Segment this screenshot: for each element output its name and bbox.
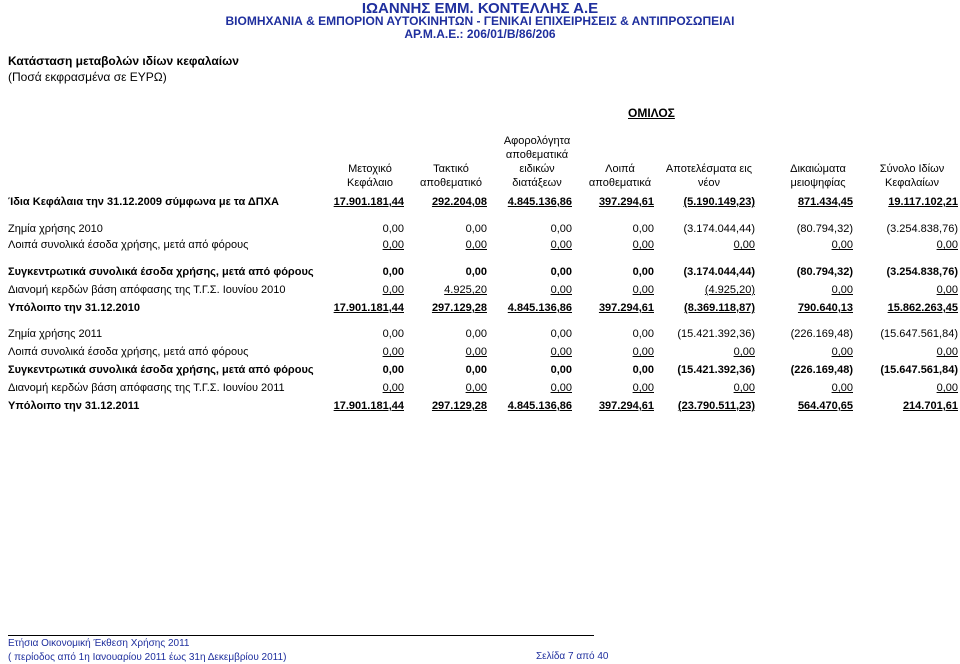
group-label: ΟΜΙΛΟΣ — [628, 106, 675, 120]
table-cell: 0,00 — [382, 266, 404, 278]
table-cell: 0,00 — [465, 364, 487, 376]
table-row — [0, 266, 960, 282]
table-cell: 0,00 — [465, 223, 487, 235]
table-row — [0, 364, 960, 380]
table-cell: 17.901.181,44 — [333, 302, 404, 314]
page-number: Σελίδα 7 από 40 — [536, 651, 609, 662]
row-label: Ίδια Κεφάλαια την 31.12.2009 σύμφωνα με τα ΔΠΧΑ — [8, 196, 279, 208]
table-cell: 0,00 — [936, 239, 958, 251]
table-row — [0, 400, 960, 416]
table-row — [0, 223, 960, 239]
row-label: Διανομή κερδών βάση απόφασης της Τ.Γ.Σ. Ιουνίου 2011 — [8, 382, 285, 394]
table-cell: (23.790.511,23) — [677, 400, 755, 412]
table-cell: 0,00 — [733, 382, 755, 394]
table-cell: 397.294,61 — [598, 196, 654, 208]
table-cell: (3.174.044,44) — [683, 223, 755, 235]
table-cell: 0,00 — [465, 266, 487, 278]
column-header — [504, 134, 570, 190]
table-cell: 0,00 — [831, 239, 853, 251]
table-cell: 19.117.102,21 — [888, 196, 958, 208]
row-label: Λοιπά συνολικά έσοδα χρήσης, μετά από φόρους — [8, 239, 249, 251]
table-cell: 0,00 — [550, 364, 572, 376]
table-cell: 0,00 — [632, 382, 654, 394]
table-cell: 4.845.136,86 — [507, 196, 572, 208]
table-cell: 0,00 — [831, 346, 853, 358]
table-cell: 15.862.263,45 — [887, 302, 958, 314]
row-label: Συγκεντρωτικά συνολικά έσοδα χρήσης, μετά από φόρους — [8, 266, 314, 278]
column-header-line: ειδικών — [519, 163, 555, 175]
row-label: Συγκεντρωτικά συνολικά έσοδα χρήσης, μετά από φόρους — [8, 364, 314, 376]
table-row — [0, 346, 960, 362]
column-header — [790, 162, 846, 190]
column-header-line: Αφορολόγητα — [503, 135, 571, 147]
table-cell: (3.254.838,76) — [886, 223, 958, 235]
table-cell: 0,00 — [465, 346, 487, 358]
table-cell: 0,00 — [632, 364, 654, 376]
table-cell: (4.925,20) — [704, 284, 755, 296]
table-cell: 4.845.136,86 — [507, 302, 572, 314]
table-cell: 297.129,28 — [431, 302, 487, 314]
table-row — [0, 302, 960, 318]
table-cell: (226.169,48) — [790, 364, 853, 376]
column-header-line: Μετοχικό — [348, 163, 392, 175]
column-header — [880, 162, 944, 190]
table-cell: 0,00 — [632, 328, 654, 340]
table-cell: 0,00 — [550, 284, 572, 296]
table-cell: 397.294,61 — [598, 400, 654, 412]
column-header-line: Κεφαλαίων — [885, 177, 939, 189]
row-label: Διανομή κερδών βάση απόφασης της Τ.Γ.Σ. Ιουνίου 2010 — [8, 284, 286, 296]
table-cell: 0,00 — [632, 239, 654, 251]
table-cell: (15.647.561,84) — [880, 328, 958, 340]
company-activity: ΒΙΟΜΗΧΑΝΙΑ & ΕΜΠΟΡΙΟΝ ΑΥΤΟΚΙΝΗΤΩΝ - ΓΕΝΙΚΑΙ ΕΠΙΧΕΙΡΗΣΕΙΣ & ΑΝΤΙΠΡΟΣΩΠΕΙΑΙ — [225, 14, 735, 28]
table-cell: (80.794,32) — [796, 266, 853, 278]
table-cell: 0,00 — [465, 328, 487, 340]
table-cell: 0,00 — [733, 346, 755, 358]
column-header-line: μειοψηφίας — [790, 177, 846, 189]
table-cell: 0,00 — [550, 266, 572, 278]
column-header-line: Δικαιώματα — [790, 163, 846, 175]
table-cell: 0,00 — [382, 346, 404, 358]
footer-period: ( περίοδος από 1η Ιανουαρίου 2011 έως 31η Δεκεμβρίου 2011) — [8, 652, 287, 663]
table-row — [0, 284, 960, 300]
statement-title: Κατάσταση μεταβολών ιδίων κεφαλαίων — [8, 54, 239, 68]
table-cell: (15.421.392,36) — [677, 364, 755, 376]
table-row — [0, 239, 960, 255]
column-header-line: αποθεματικό — [420, 177, 482, 189]
row-label: Ζημία χρήσης 2010 — [8, 223, 103, 235]
table-cell: 0,00 — [632, 266, 654, 278]
table-cell: 0,00 — [465, 382, 487, 394]
table-cell: 292.204,08 — [431, 196, 487, 208]
table-cell: 214.701,61 — [902, 400, 958, 412]
table-cell: (80.794,32) — [796, 223, 853, 235]
table-cell: 0,00 — [550, 382, 572, 394]
table-cell: 0,00 — [382, 328, 404, 340]
footer-report-title: Ετήσια Οικονομική Έκθεση Χρήσης 2011 — [8, 638, 190, 649]
table-cell: 0,00 — [382, 284, 404, 296]
footer-divider — [8, 635, 594, 636]
table-cell: 0,00 — [382, 223, 404, 235]
table-row — [0, 382, 960, 398]
column-header-line: Αποτελέσματα εις — [665, 163, 753, 175]
table-cell: 0,00 — [550, 328, 572, 340]
table-cell: (3.174.044,44) — [683, 266, 755, 278]
table-cell: 0,00 — [550, 223, 572, 235]
column-header — [589, 162, 651, 190]
column-header — [347, 162, 393, 190]
table-cell: 0,00 — [465, 239, 487, 251]
table-cell: 0,00 — [936, 346, 958, 358]
table-cell: 4.925,20 — [444, 284, 487, 296]
column-header — [666, 162, 752, 190]
table-cell: 790.640,13 — [797, 302, 853, 314]
row-label: Λοιπά συνολικά έσοδα χρήσης, μετά από φόρους — [8, 346, 249, 358]
table-cell: 0,00 — [632, 223, 654, 235]
row-label: Ζημία χρήσης 2011 — [8, 328, 103, 340]
table-cell: (5.190.149,23) — [683, 196, 755, 208]
column-header-line: νέον — [697, 177, 721, 189]
table-cell: 0,00 — [831, 284, 853, 296]
column-header-line: Τακτικό — [433, 163, 469, 175]
table-cell: 397.294,61 — [598, 302, 654, 314]
table-cell: 0,00 — [831, 382, 853, 394]
company-registration: ΑΡ.Μ.Α.Ε.: 206/01/Β/86/206 — [404, 27, 556, 41]
column-header-line: αποθεματικά — [588, 177, 652, 189]
table-cell: 0,00 — [382, 364, 404, 376]
table-cell: 297.129,28 — [431, 400, 487, 412]
table-cell: 17.901.181,44 — [333, 400, 404, 412]
table-cell: 0,00 — [550, 346, 572, 358]
table-cell: 564.470,65 — [797, 400, 853, 412]
table-cell: 0,00 — [936, 382, 958, 394]
table-cell: (226.169,48) — [790, 328, 853, 340]
table-cell: 0,00 — [382, 239, 404, 251]
table-cell: 0,00 — [632, 346, 654, 358]
column-header-line: Σύνολο Ιδίων — [879, 163, 945, 175]
table-row — [0, 328, 960, 344]
table-cell: (15.647.561,84) — [880, 364, 958, 376]
company-name: ΙΩΑΝΝΗΣ ΕΜΜ. ΚΟΝΤΕΛΛΗΣ Α.Ε — [361, 0, 599, 17]
column-header-line: αποθεματικά — [505, 149, 569, 161]
table-cell: 4.845.136,86 — [507, 400, 572, 412]
table-cell: (8.369.118,87) — [684, 302, 755, 314]
table-row — [0, 196, 960, 212]
column-header-line: Λοιπά — [605, 163, 635, 175]
row-label: Υπόλοιπο την 31.12.2010 — [8, 302, 140, 314]
table-cell: 0,00 — [936, 284, 958, 296]
table-cell: 17.901.181,44 — [333, 196, 404, 208]
column-header — [420, 162, 482, 190]
table-cell: 0,00 — [632, 284, 654, 296]
table-cell: (15.421.392,36) — [677, 328, 755, 340]
table-cell: (3.254.838,76) — [886, 266, 958, 278]
statement-subtitle: (Ποσά εκφρασμένα σε ΕΥΡΩ) — [8, 70, 167, 84]
table-cell: 0,00 — [382, 382, 404, 394]
table-cell: 0,00 — [550, 239, 572, 251]
column-header-line: διατάξεων — [512, 177, 562, 189]
column-header-line: Κεφάλαιο — [347, 177, 393, 189]
table-cell: 871.434,45 — [797, 196, 853, 208]
row-label: Υπόλοιπο την 31.12.2011 — [8, 400, 140, 412]
table-cell: 0,00 — [733, 239, 755, 251]
